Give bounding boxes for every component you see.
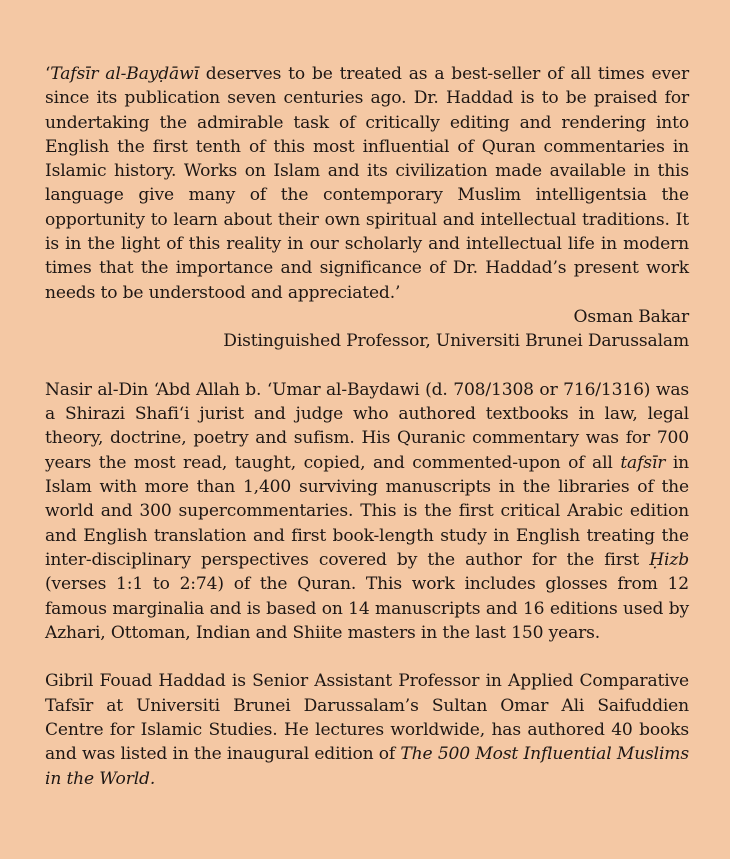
bio-text: Gibril Fouad Haddad is Senior Assistant Professor in Applied Comparative Tafsīr at Universiti Brunei Darussalam’s Sultan Omar Ali Saifuddien Centre for Islamic Studies. He lectures worldwide, has authored 40 books and was listed in the inaugural edition of xyxy=(45,671,689,765)
description-part-2: in Islam with more than 1,400 surviving manuscripts in the libraries of the world and 300 supercommentaries. This is the first critical Arabic edition and English translation and first book-length study in English treating the inter-disciplinary perspectives covered by the author for the first xyxy=(45,452,689,570)
quote-book-title: Tafsīr al-Bayḍāwī xyxy=(50,64,199,84)
spacer xyxy=(45,354,689,378)
book-description xyxy=(45,378,689,645)
bio-book-title: The 500 Most Influential Muslims in the World. xyxy=(45,744,689,789)
endorsement-quote xyxy=(45,62,689,354)
quote-author: Osman Bakar xyxy=(573,306,689,327)
quote-author-title: Distinguished Professor, Universiti Brunei Darussalam xyxy=(223,331,689,352)
description-term-hizb: Ḥizb xyxy=(649,549,689,570)
quote-paragraph xyxy=(45,62,689,305)
author-bio xyxy=(45,669,689,790)
description-part-1: Nasir al-Din ‘Abd Allah b. ‘Umar al-Baydawi (d. 708/1308 or 716/1316) was a Shirazi Shafi‘i jurist and judge who authored textbooks in law, legal theory, doctrine, poetry and sufism. His Quranic commentary was for 700 years the most read, taught, copied, and commented-upon of all xyxy=(45,379,689,473)
quote-body: deserves to be treated as a best-seller of all times ever since its publication seven centuries ago. Dr. Haddad is to be praised for undertaking the admirable task of critically editing and rendering into English the first tenth of this most influential of Quran commentaries in Islamic history. Works on Islam and its civilization made available in this language give many of the contemporary Muslim intelligentsia the opportunity to learn about their own spiritual and intellectual traditions. It is in the light of this reality in our scholarly and intellectual life in modern times that the importance and significance of Dr. Haddad’s present work needs to be understood and appreciated.’ xyxy=(45,64,689,303)
spacer xyxy=(45,645,689,669)
description-part-3: (verses 1:1 to 2:74) of the Quran. This work includes glosses from 12 famous marginalia and is based on 14 manuscripts and 16 editions used by Azhari, Ottoman, Indian and Shiite masters in the last 150 years. xyxy=(45,574,689,643)
back-cover-text xyxy=(45,62,689,791)
description-term-tafsir: tafsīr xyxy=(620,452,666,473)
quote-open-mark: ‘ xyxy=(45,64,51,84)
